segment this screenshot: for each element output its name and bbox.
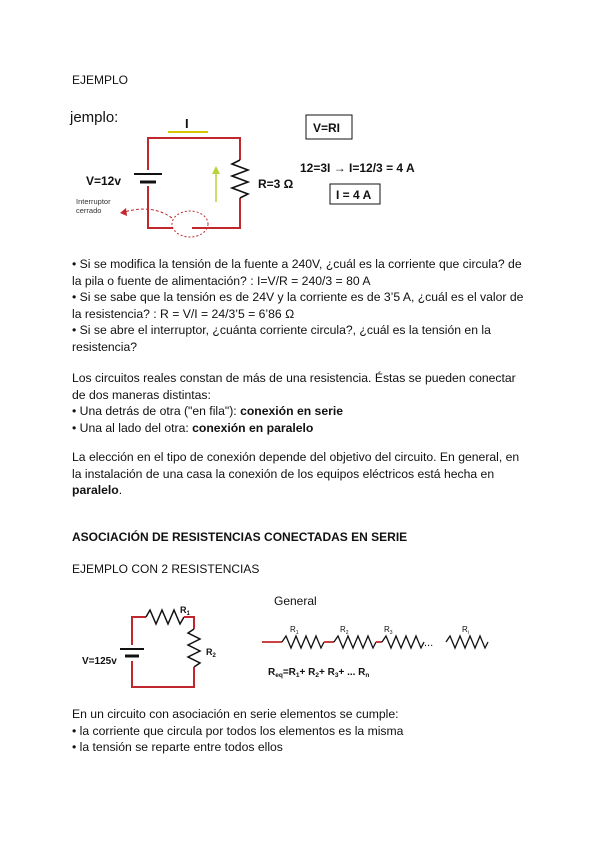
chain-r1-zigzag bbox=[282, 636, 324, 648]
heading-ejemplo: EJEMPLO bbox=[72, 73, 129, 87]
bullet-text: • Una detrás de otra ("en fila"): bbox=[72, 404, 241, 418]
bullet-line: resistencia? bbox=[72, 339, 138, 354]
fig1-resistance-label: R=3 Ω bbox=[258, 177, 294, 191]
para-line: En un circuito con asociación en serie elementos se cumple: bbox=[72, 707, 399, 721]
chain-ri-label: $R_i$ bbox=[462, 625, 469, 636]
result-text: I = 4 A bbox=[336, 188, 372, 202]
chain-r3-label: $R_3$ bbox=[384, 625, 393, 636]
bullet-text: • Una al lado del otra: bbox=[72, 420, 193, 435]
resistor-zigzag bbox=[232, 160, 248, 198]
fig1-switch-label-2: cerrado bbox=[76, 206, 102, 215]
chain-r2-label: $R_2$ bbox=[340, 625, 349, 636]
circuit-figure-1 bbox=[68, 100, 468, 250]
section-title: ASOCIACIÓN DE RESISTENCIAS CONECTADAS EN SERIE bbox=[72, 530, 408, 544]
paragraph-serie-rules bbox=[72, 706, 532, 756]
circuit-wire-left bbox=[148, 186, 173, 228]
switch-circle bbox=[172, 211, 208, 237]
r1-zigzag bbox=[146, 610, 184, 624]
series-wire-top-right bbox=[184, 617, 194, 629]
fig2-r1-label: $R_1$ bbox=[180, 605, 190, 617]
fig2-general-label: General bbox=[274, 594, 317, 608]
para-line: la instalación de una casa la conexión de los equipos eléctricos está hecha en bbox=[72, 466, 495, 481]
series-wire-bottom bbox=[132, 661, 194, 687]
r2-zigzag bbox=[188, 629, 200, 667]
formula-v-ri: V=RI bbox=[313, 121, 341, 135]
fig2-r2-label: $R_2$ bbox=[206, 647, 216, 659]
switch-arrow-head bbox=[120, 208, 127, 216]
bullet-line: • la corriente que circula por todos los elementos es la misma bbox=[72, 723, 404, 738]
req-formula: $R_{eq}=R_1+ R_2+ R_3+$ ... $R_n$ bbox=[268, 667, 370, 679]
sub-heading: EJEMPLO CON 2 RESISTENCIAS bbox=[72, 562, 260, 576]
fig1-current-label: I bbox=[185, 116, 189, 131]
chain-r2-zigzag bbox=[334, 636, 376, 648]
circuit-figure-2 bbox=[72, 585, 502, 700]
para-line-last bbox=[72, 482, 532, 499]
para-line: Los circuitos reales constan de más de una resistencia. Éstas se pueden conectar bbox=[72, 371, 516, 385]
para-line: de dos maneras distintas: bbox=[72, 387, 211, 402]
chain-r3-zigzag bbox=[382, 636, 424, 648]
bullets-block-1 bbox=[72, 256, 532, 355]
circuit-wire bbox=[148, 138, 240, 170]
chain-r1-label: $R_1$ bbox=[290, 625, 299, 636]
bold-word: paralelo bbox=[72, 483, 119, 497]
fig1-ejemplo-label: jemplo: bbox=[70, 109, 119, 126]
paragraph-circuits bbox=[72, 370, 532, 436]
fig1-switch-label-1: Interruptor bbox=[76, 197, 111, 206]
period: . bbox=[118, 483, 123, 497]
bullet-line: la resistencia? : R = V/I = 24/3’5 = 6’86 Ω bbox=[72, 306, 295, 321]
para-line: La elección en el tipo de conexión depende del objetivo del circuito. En general, en bbox=[72, 450, 520, 464]
fig1-voltage-label: V=12v bbox=[86, 174, 122, 188]
bullet-bold: conexión en paralelo bbox=[192, 420, 314, 435]
bullet-line: la pila o fuente de alimentación? : I=V/R = 240/3 = 80 A bbox=[72, 273, 371, 288]
bullet-bold: conexión en serie bbox=[240, 404, 344, 418]
circuit-wire-right bbox=[192, 198, 240, 228]
bullet-line: • la tensión se reparte entre todos ellos bbox=[72, 740, 283, 754]
formula-calc: 12=3I → I=12/3 = 4 A bbox=[300, 161, 415, 175]
bullet-serie bbox=[72, 403, 532, 420]
bullet-line: • Si se abre el interruptor, ¿cuánta corriente circula?, ¿cuál es la tensión en la bbox=[72, 323, 491, 337]
bullet-paralelo bbox=[72, 420, 532, 437]
paragraph-eleccion bbox=[72, 449, 532, 499]
fig2-voltage-label: V=125v bbox=[82, 656, 117, 667]
current-arrow-head bbox=[212, 166, 220, 174]
chain-ri-zigzag bbox=[446, 636, 488, 648]
bullet-line: • Si se sabe que la tensión es de 24V y la corriente es de 3’5 A, ¿cuál es el valor de bbox=[72, 290, 524, 304]
series-wire-top bbox=[132, 617, 146, 645]
chain-dots: ... bbox=[424, 637, 434, 649]
bullet-line: • Si se modifica la tensión de la fuente a 240V, ¿cuál es la corriente que circula? de bbox=[72, 257, 522, 271]
